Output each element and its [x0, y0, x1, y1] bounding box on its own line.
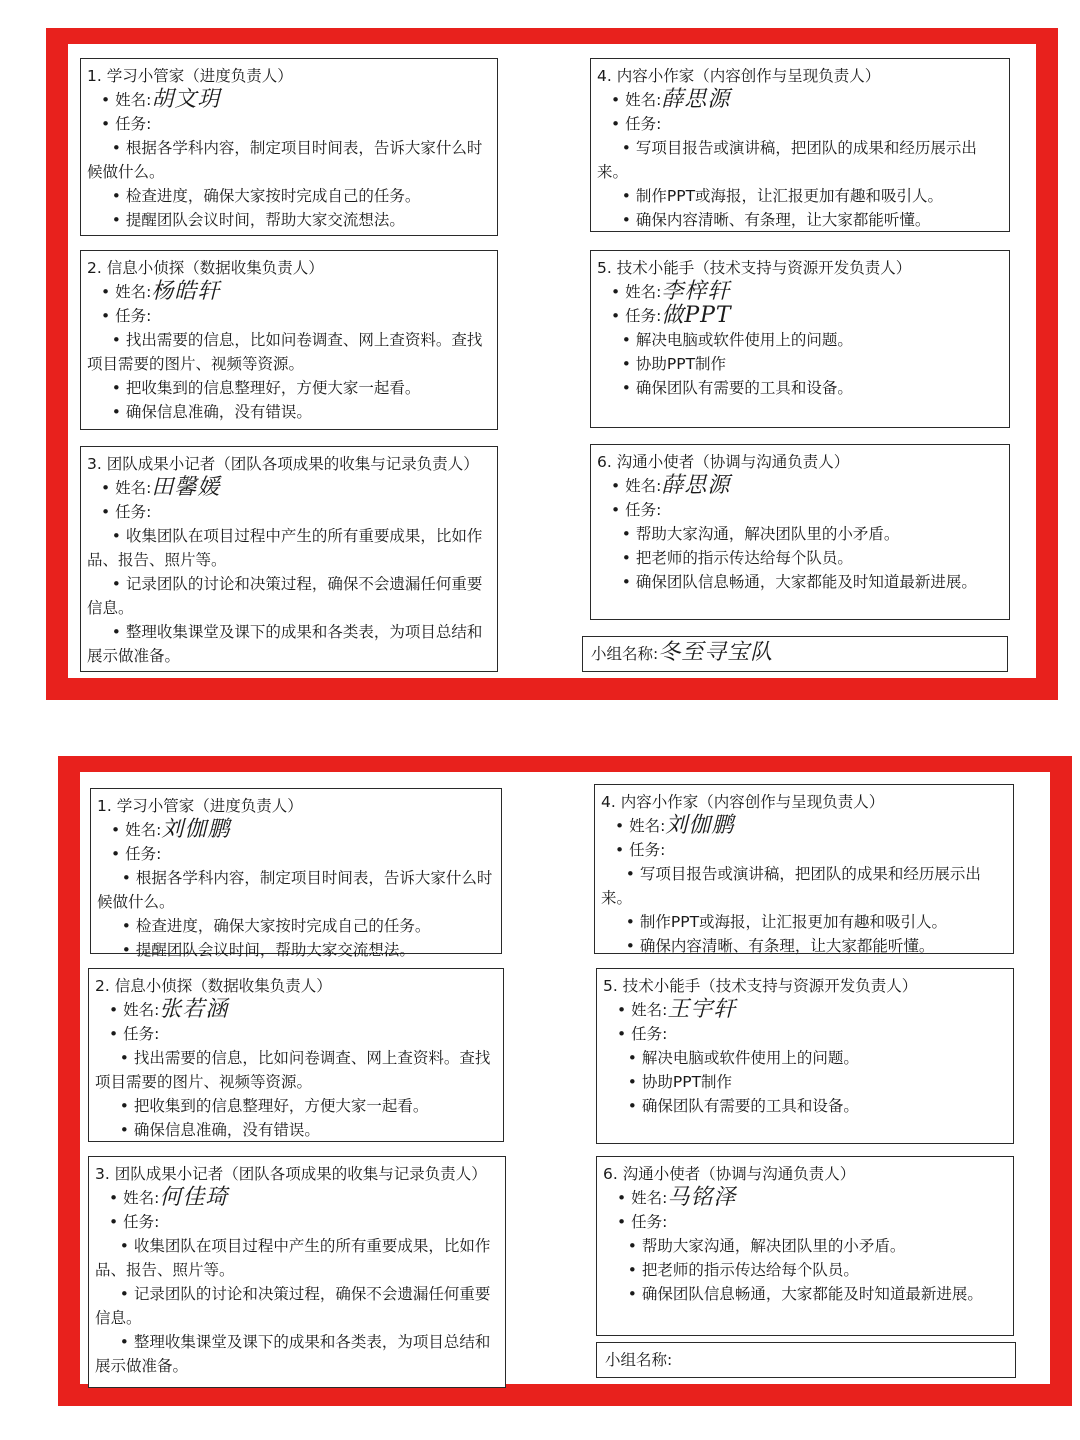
task-item: • 确保团队有需要的工具和设备。: [603, 1094, 1007, 1118]
name-label: 姓名:: [631, 1189, 668, 1207]
task-item: • 制作PPT或海报，让汇报更加有趣和吸引人。: [601, 910, 1007, 934]
role-title: 1. 学习小管家（进度负责人）: [97, 797, 303, 815]
name-label: 姓名:: [625, 283, 662, 301]
name-label: 姓名:: [125, 821, 162, 839]
name-row: [95, 1186, 499, 1210]
handwritten-name: 何佳琦: [159, 1185, 229, 1210]
task-item: • 解决电脑或软件使用上的问题。: [597, 328, 1003, 352]
task-item: • 根据各学科内容，制定项目时间表，告诉大家什么时候做什么。: [87, 136, 491, 184]
name-row: [95, 998, 497, 1022]
task-label: 任务:: [629, 841, 666, 859]
task-label: 任务:: [115, 115, 152, 133]
handwritten-name: 薛思源: [661, 87, 731, 112]
role-title: 5. 技术小能手（技术支持与资源开发负责人）: [603, 977, 918, 995]
name-label: 姓名:: [115, 91, 152, 109]
role-title: 2. 信息小侦探（数据收集负责人）: [87, 259, 324, 277]
task-label: 任务:: [125, 845, 162, 863]
handwritten-name: 薛思源: [661, 473, 731, 498]
role-card-communicator: [596, 1156, 1014, 1336]
task-item: • 把收集到的信息整理好，方便大家一起看。: [95, 1094, 497, 1118]
role-title: 4. 内容小作家（内容创作与呈现负责人）: [601, 793, 885, 811]
task-item: • 记录团队的讨论和决策过程，确保不会遗漏任何重要信息。: [95, 1282, 499, 1330]
handwritten-name: 刘伽鹏: [665, 813, 735, 838]
handwritten-name: 王宇轩: [667, 997, 737, 1022]
task-row: [97, 842, 495, 866]
task-item: • 整理收集课堂及课下的成果和各类表，为项目总结和展示做准备。: [87, 620, 491, 668]
task-item: • 收集团队在项目过程中产生的所有重要成果，比如作品、报告、照片等。: [87, 524, 491, 572]
handwritten-name: 刘伽鹏: [161, 817, 231, 842]
role-title: 1. 学习小管家（进度负责人）: [87, 67, 293, 85]
role-title: 4. 内容小作家（内容创作与呈现负责人）: [597, 67, 881, 85]
role-title: 6. 沟通小使者（协调与沟通负责人）: [603, 1165, 856, 1183]
name-row: [87, 280, 491, 304]
task-label: 任务:: [123, 1025, 160, 1043]
name-label: 姓名:: [629, 817, 666, 835]
role-title: 2. 信息小侦探（数据收集负责人）: [95, 977, 332, 995]
task-label: 任务:: [115, 307, 152, 325]
task-row: [87, 500, 491, 524]
role-title: 5. 技术小能手（技术支持与资源开发负责人）: [597, 259, 912, 277]
sheet-paper: [68, 44, 1036, 678]
team-name-box: [596, 1342, 1016, 1378]
name-label: 姓名:: [123, 1189, 160, 1207]
handwritten-name: 张若涵: [159, 997, 229, 1022]
task-item: • 找出需要的信息，比如问卷调查、网上查资料。查找项目需要的图片、视频等资源。: [87, 328, 491, 376]
name-label: 姓名:: [625, 91, 662, 109]
role-card-content-writer: [594, 784, 1014, 954]
task-label: 任务:: [625, 501, 662, 519]
role-card-content-writer: [590, 58, 1010, 232]
name-row: [601, 814, 1007, 838]
handwritten-name: 杨皓轩: [151, 279, 221, 304]
task-item: • 检查进度，确保大家按时完成自己的任务。: [87, 184, 491, 208]
task-item: • 制作PPT或海报，让汇报更加有趣和吸引人。: [597, 184, 1003, 208]
task-label: 任务:: [631, 1025, 668, 1043]
task-row: [95, 1022, 497, 1046]
team-name-box: [582, 636, 1008, 672]
task-item: • 提醒团队会议时间，帮助大家交流想法。: [97, 938, 495, 962]
task-item: • 整理收集课堂及课下的成果和各类表，为项目总结和展示做准备。: [95, 1330, 499, 1378]
task-item: • 确保团队信息畅通，大家都能及时知道最新进展。: [597, 570, 1003, 594]
sheet-paper: [80, 772, 1050, 1384]
task-item: • 帮助大家沟通，解决团队里的小矛盾。: [603, 1234, 1007, 1258]
task-item: • 确保团队信息畅通，大家都能及时知道最新进展。: [603, 1282, 1007, 1306]
name-row: [87, 88, 491, 112]
task-item: • 把老师的指示传达给每个队员。: [603, 1258, 1007, 1282]
role-card-learning-manager: [80, 58, 498, 236]
task-row: [597, 304, 1003, 328]
role-card-learning-manager: [90, 788, 502, 959]
role-card-tech-helper: [596, 968, 1014, 1144]
name-label: 姓名:: [115, 283, 152, 301]
role-title: 6. 沟通小使者（协调与沟通负责人）: [597, 453, 850, 471]
task-item: • 协助PPT制作: [597, 352, 1003, 376]
task-item: • 确保信息准确，没有错误。: [95, 1118, 497, 1142]
task-item: • 确保内容清晰、有条理，让大家都能听懂。: [601, 934, 1007, 958]
handwritten-name: 田馨媛: [151, 475, 221, 500]
name-row: [597, 280, 1003, 304]
role-title: 3. 团队成果小记者（团队各项成果的收集与记录负责人）: [95, 1165, 487, 1183]
name-row: [597, 474, 1003, 498]
task-row: [87, 304, 491, 328]
role-card-info-detective: [88, 968, 504, 1142]
handwritten-name: 胡文玥: [151, 87, 221, 112]
task-item: • 帮助大家沟通，解决团队里的小矛盾。: [597, 522, 1003, 546]
task-item: • 把收集到的信息整理好，方便大家一起看。: [87, 376, 491, 400]
task-row: [603, 1022, 1007, 1046]
task-row: [597, 112, 1003, 136]
name-row: [603, 1186, 1007, 1210]
task-item: • 找出需要的信息，比如问卷调查、网上查资料。查找项目需要的图片、视频等资源。: [95, 1046, 497, 1094]
task-row: [87, 112, 491, 136]
task-item: • 写项目报告或演讲稿，把团队的成果和经历展示出来。: [597, 136, 1003, 184]
handwritten-task: 做PPT: [661, 303, 732, 328]
handwritten-team-name: 冬至寻宝队: [658, 640, 774, 665]
task-item: • 记录团队的讨论和决策过程，确保不会遗漏任何重要信息。: [87, 572, 491, 620]
task-row: [603, 1210, 1007, 1234]
task-item: • 把老师的指示传达给每个队员。: [597, 546, 1003, 570]
role-card-team-reporter: [88, 1156, 506, 1388]
handwritten-name: 李梓轩: [661, 279, 731, 304]
task-label: 任务:: [631, 1213, 668, 1231]
task-item: • 根据各学科内容，制定项目时间表，告诉大家什么时候做什么。: [97, 866, 495, 914]
name-row: [97, 818, 495, 842]
task-row: [95, 1210, 499, 1234]
name-label: 姓名:: [625, 477, 662, 495]
task-label: 任务:: [123, 1213, 160, 1231]
task-item: • 确保团队有需要的工具和设备。: [597, 376, 1003, 400]
team-name-label: 小组名称:: [591, 645, 659, 663]
role-card-info-detective: [80, 250, 498, 430]
name-row: [597, 88, 1003, 112]
task-row: [601, 838, 1007, 862]
task-row: [597, 498, 1003, 522]
task-label: 任务:: [625, 307, 662, 325]
task-item: • 确保内容清晰、有条理，让大家都能听懂。: [597, 208, 1003, 232]
task-item: • 检查进度，确保大家按时完成自己的任务。: [97, 914, 495, 938]
role-card-team-reporter: [80, 446, 498, 672]
task-item: • 提醒团队会议时间，帮助大家交流想法。: [87, 208, 491, 232]
task-label: 任务:: [625, 115, 662, 133]
task-item: • 写项目报告或演讲稿，把团队的成果和经历展示出来。: [601, 862, 1007, 910]
name-row: [603, 998, 1007, 1022]
handwritten-name: 马铭泽: [667, 1185, 737, 1210]
task-item: • 协助PPT制作: [603, 1070, 1007, 1094]
name-label: 姓名:: [115, 479, 152, 497]
name-label: 姓名:: [123, 1001, 160, 1019]
role-sheet-1: [46, 28, 1058, 700]
role-title: 3. 团队成果小记者（团队各项成果的收集与记录负责人）: [87, 455, 479, 473]
role-card-communicator: [590, 444, 1010, 620]
task-item: • 解决电脑或软件使用上的问题。: [603, 1046, 1007, 1070]
name-label: 姓名:: [631, 1001, 668, 1019]
team-name-label: 小组名称:: [605, 1351, 673, 1369]
task-item: • 确保信息准确，没有错误。: [87, 400, 491, 424]
role-sheet-2: [58, 756, 1072, 1406]
name-row: [87, 476, 491, 500]
task-item: • 收集团队在项目过程中产生的所有重要成果，比如作品、报告、照片等。: [95, 1234, 499, 1282]
task-label: 任务:: [115, 503, 152, 521]
role-card-tech-helper: [590, 250, 1010, 428]
